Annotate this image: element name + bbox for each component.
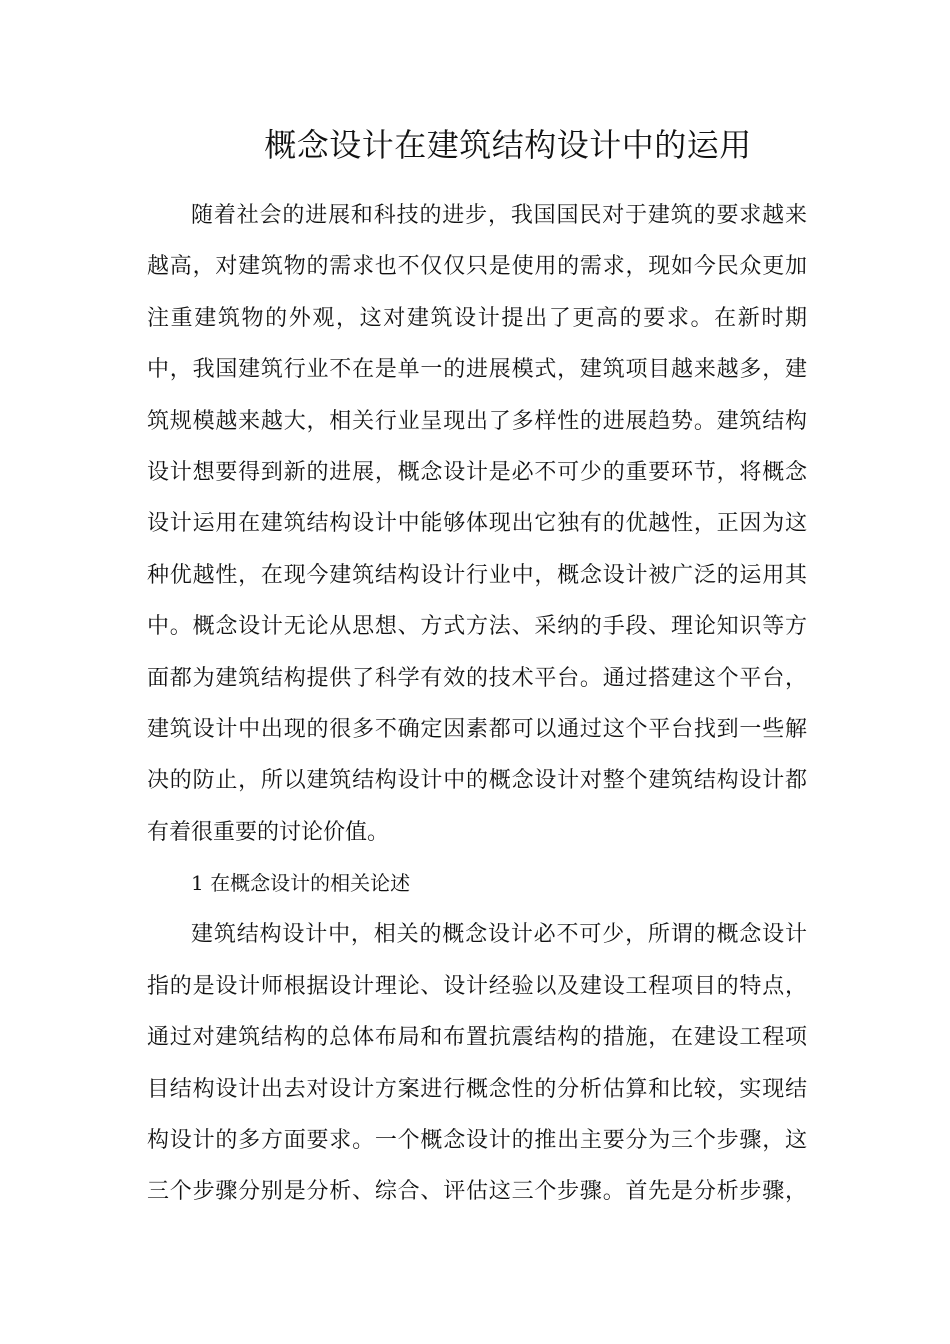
paragraph-line: 越高，对建筑物的需求也不仅仅只是使用的需求，现如今民众更加: [147, 254, 807, 280]
paragraph-line: 设计想要得到新的进展，概念设计是必不可少的重要环节，将概念: [147, 459, 807, 485]
paragraph-line: 有着很重要的讨论价值。: [147, 819, 390, 845]
paragraph-line: 三个步骤分别是分析、综合、评估这三个步骤。首先是分析步骤，: [147, 1179, 807, 1205]
paragraph-line: 通过对建筑结构的总体布局和布置抗震结构的措施，在建设工程项: [147, 1025, 807, 1051]
paragraph-line: 建筑设计中出现的很多不确定因素都可以通过这个平台找到一些解: [147, 716, 807, 742]
paragraph-line: 面都为建筑结构提供了科学有效的技术平台。通过搭建这个平台，: [147, 665, 807, 691]
paragraph-concept-design: [147, 909, 807, 1217]
paragraph-intro: [147, 190, 807, 858]
paragraph-line: 中。概念设计无论从思想、方式方法、采纳的手段、理论知识等方: [147, 614, 807, 640]
paragraph-line: 中，我国建筑行业不在是单一的进展模式，建筑项目越来越多，建: [147, 357, 807, 383]
paragraph-line: 指的是设计师根据设计理论、设计经验以及建设工程项目的特点，: [147, 973, 807, 999]
paragraph-line: 目结构设计出去对设计方案进行概念性的分析估算和比较，实现结: [147, 1076, 807, 1102]
document-body: [147, 190, 807, 1218]
paragraph-line: 决的防止，所以建筑结构设计中的概念设计对整个建筑结构设计都: [147, 768, 807, 794]
paragraph-line: 建筑结构设计中，相关的概念设计必不可少，所谓的概念设计: [191, 922, 807, 948]
document-title: 概念设计在建筑结构设计中的运用: [264, 126, 752, 164]
paragraph-line: 随着社会的进展和科技的进步，我国国民对于建筑的要求越来: [191, 203, 807, 228]
paragraph-line: 种优越性，在现今建筑结构设计行业中，概念设计被广泛的运用其: [147, 562, 807, 588]
paragraph-line: 筑规模越来越大，相关行业呈现出了多样性的进展趋势。建筑结构: [147, 408, 807, 434]
paragraph-line: 注重建筑物的外观，这对建筑设计提出了更高的要求。在新时期: [147, 305, 807, 331]
section-heading: 1 在概念设计的相关论述: [191, 871, 411, 896]
paragraph-line: 构设计的多方面要求。一个概念设计的推出主要分为三个步骤，这: [147, 1128, 807, 1154]
paragraph-line: 设计运用在建筑结构设计中能够体现出它独有的优越性，正因为这: [147, 511, 807, 537]
